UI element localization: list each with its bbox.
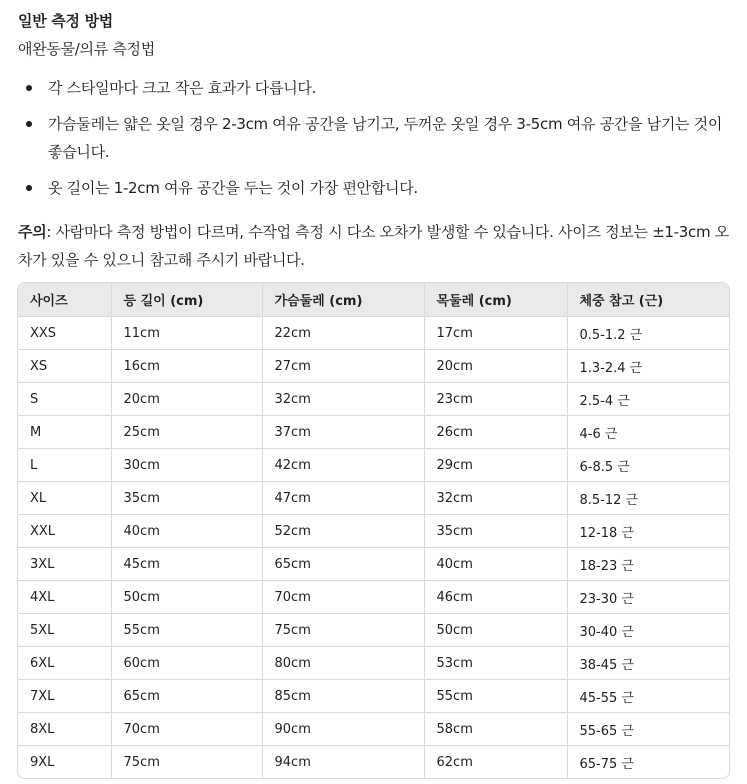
cell-back-length: 50cm: [111, 581, 262, 614]
list-item-text: 각 스타일마다 크고 작은 효과가 다릅니다.: [48, 79, 317, 97]
table-body: [18, 317, 729, 779]
cell-size: 5XL: [18, 614, 111, 647]
cell-back-length: 75cm: [111, 746, 262, 779]
caution-note: [18, 218, 730, 274]
cell-weight: 18-23 근: [567, 548, 729, 581]
cell-size: 3XL: [18, 548, 111, 581]
cell-size: XS: [18, 350, 111, 383]
header-back-length: 등 길이 (cm): [111, 283, 262, 317]
cell-size: S: [18, 383, 111, 416]
cell-size: M: [18, 416, 111, 449]
cell-size: 6XL: [18, 647, 111, 680]
cell-back-length: 60cm: [111, 647, 262, 680]
table-row: [18, 317, 729, 350]
table-row: [18, 614, 729, 647]
cell-chest: 70cm: [262, 581, 424, 614]
cell-weight: 23-30 근: [567, 581, 729, 614]
cell-back-length: 65cm: [111, 680, 262, 713]
cell-neck: 20cm: [424, 350, 567, 383]
table-row: [18, 383, 729, 416]
cell-chest: 90cm: [262, 713, 424, 746]
list-item: [18, 74, 730, 102]
table-row: [18, 713, 729, 746]
cell-neck: 35cm: [424, 515, 567, 548]
table-row: [18, 647, 729, 680]
cell-size: XXS: [18, 317, 111, 350]
caution-text: : 사람마다 측정 방법이 다르며, 수작업 측정 시 다소 오차가 발생할 수 있습니다. 사이즈 정보는 ±1-3cm 오차가 있을 수 있으니 참고해 주시기 바랍니다.: [18, 223, 729, 269]
cell-size: 8XL: [18, 713, 111, 746]
cell-chest: 32cm: [262, 383, 424, 416]
cell-back-length: 45cm: [111, 548, 262, 581]
cell-back-length: 40cm: [111, 515, 262, 548]
header-size: 사이즈: [18, 283, 111, 317]
cell-back-length: 11cm: [111, 317, 262, 350]
bullet-icon: [26, 85, 32, 91]
cell-back-length: 20cm: [111, 383, 262, 416]
cell-back-length: 35cm: [111, 482, 262, 515]
cell-neck: 50cm: [424, 614, 567, 647]
table-row: [18, 515, 729, 548]
cell-chest: 52cm: [262, 515, 424, 548]
cell-chest: 85cm: [262, 680, 424, 713]
cell-chest: 47cm: [262, 482, 424, 515]
cell-size: XL: [18, 482, 111, 515]
cell-back-length: 55cm: [111, 614, 262, 647]
cell-size: L: [18, 449, 111, 482]
cell-back-length: 16cm: [111, 350, 262, 383]
cell-back-length: 25cm: [111, 416, 262, 449]
cell-size: XXL: [18, 515, 111, 548]
table-row: [18, 449, 729, 482]
bullet-icon: [26, 121, 32, 127]
cell-weight: 30-40 근: [567, 614, 729, 647]
cell-weight: 8.5-12 근: [567, 482, 729, 515]
header-chest: 가슴둘레 (cm): [262, 283, 424, 317]
cell-neck: 40cm: [424, 548, 567, 581]
cell-back-length: 30cm: [111, 449, 262, 482]
list-item: [18, 174, 730, 202]
cell-neck: 58cm: [424, 713, 567, 746]
table-row: [18, 581, 729, 614]
list-item: [18, 110, 730, 166]
cell-back-length: 70cm: [111, 713, 262, 746]
table-row: [18, 680, 729, 713]
cell-chest: 42cm: [262, 449, 424, 482]
bullet-icon: [26, 185, 32, 191]
cell-weight: 0.5-1.2 근: [567, 317, 729, 350]
header-neck: 목둘레 (cm): [424, 283, 567, 317]
cell-weight: 65-75 근: [579, 756, 634, 772]
table-row: [18, 350, 729, 383]
cell-weight: 2.5-4 근: [567, 383, 729, 416]
table-row: [18, 548, 729, 581]
cell-weight: 55-65 근: [567, 713, 729, 746]
cell-neck: 32cm: [424, 482, 567, 515]
header-weight: 체중 참고 (근): [567, 283, 729, 317]
cell-weight: 4-6 근: [567, 416, 729, 449]
size-table-container: [17, 282, 730, 779]
table-row: [18, 746, 729, 779]
cell-size: 7XL: [18, 680, 111, 713]
cell-neck: 23cm: [424, 383, 567, 416]
cell-chest: 27cm: [262, 350, 424, 383]
cell-chest: 94cm: [262, 746, 424, 779]
cell-size: 9XL: [18, 746, 111, 779]
size-table: [18, 283, 729, 778]
cell-weight: 38-45 근: [567, 647, 729, 680]
cell-neck: 17cm: [424, 317, 567, 350]
page-subtitle: 애완동물/의류 측정법: [18, 40, 155, 58]
caution-label: 주의: [18, 223, 47, 241]
cell-neck: 55cm: [424, 680, 567, 713]
page-title: 일반 측정 방법: [18, 12, 113, 30]
cell-chest: 75cm: [262, 614, 424, 647]
table-row: [18, 416, 729, 449]
table-row: [18, 482, 729, 515]
cell-chest: 80cm: [262, 647, 424, 680]
cell-chest: 65cm: [262, 548, 424, 581]
cell-neck: 53cm: [424, 647, 567, 680]
cell-neck: 62cm: [424, 746, 567, 779]
cell-neck: 46cm: [424, 581, 567, 614]
cell-neck: 29cm: [424, 449, 567, 482]
table-header-row: [18, 283, 729, 317]
cell-neck: 26cm: [424, 416, 567, 449]
tips-list: [18, 74, 730, 210]
cell-size: 4XL: [18, 581, 111, 614]
cell-weight: 1.3-2.4 근: [567, 350, 729, 383]
list-item-text: 옷 길이는 1-2cm 여유 공간을 두는 것이 가장 편안합니다.: [48, 179, 418, 197]
cell-weight: 6-8.5 근: [567, 449, 729, 482]
cell-weight: 45-55 근: [567, 680, 729, 713]
list-item-text: 가슴둘레는 얇은 옷일 경우 2-3cm 여유 공간을 남기고, 두꺼운 옷일 경우 3-5cm 여유 공간을 남기는 것이 좋습니다.: [48, 115, 723, 161]
cell-chest: 37cm: [262, 416, 424, 449]
cell-weight: 12-18 근: [567, 515, 729, 548]
cell-chest: 22cm: [262, 317, 424, 350]
